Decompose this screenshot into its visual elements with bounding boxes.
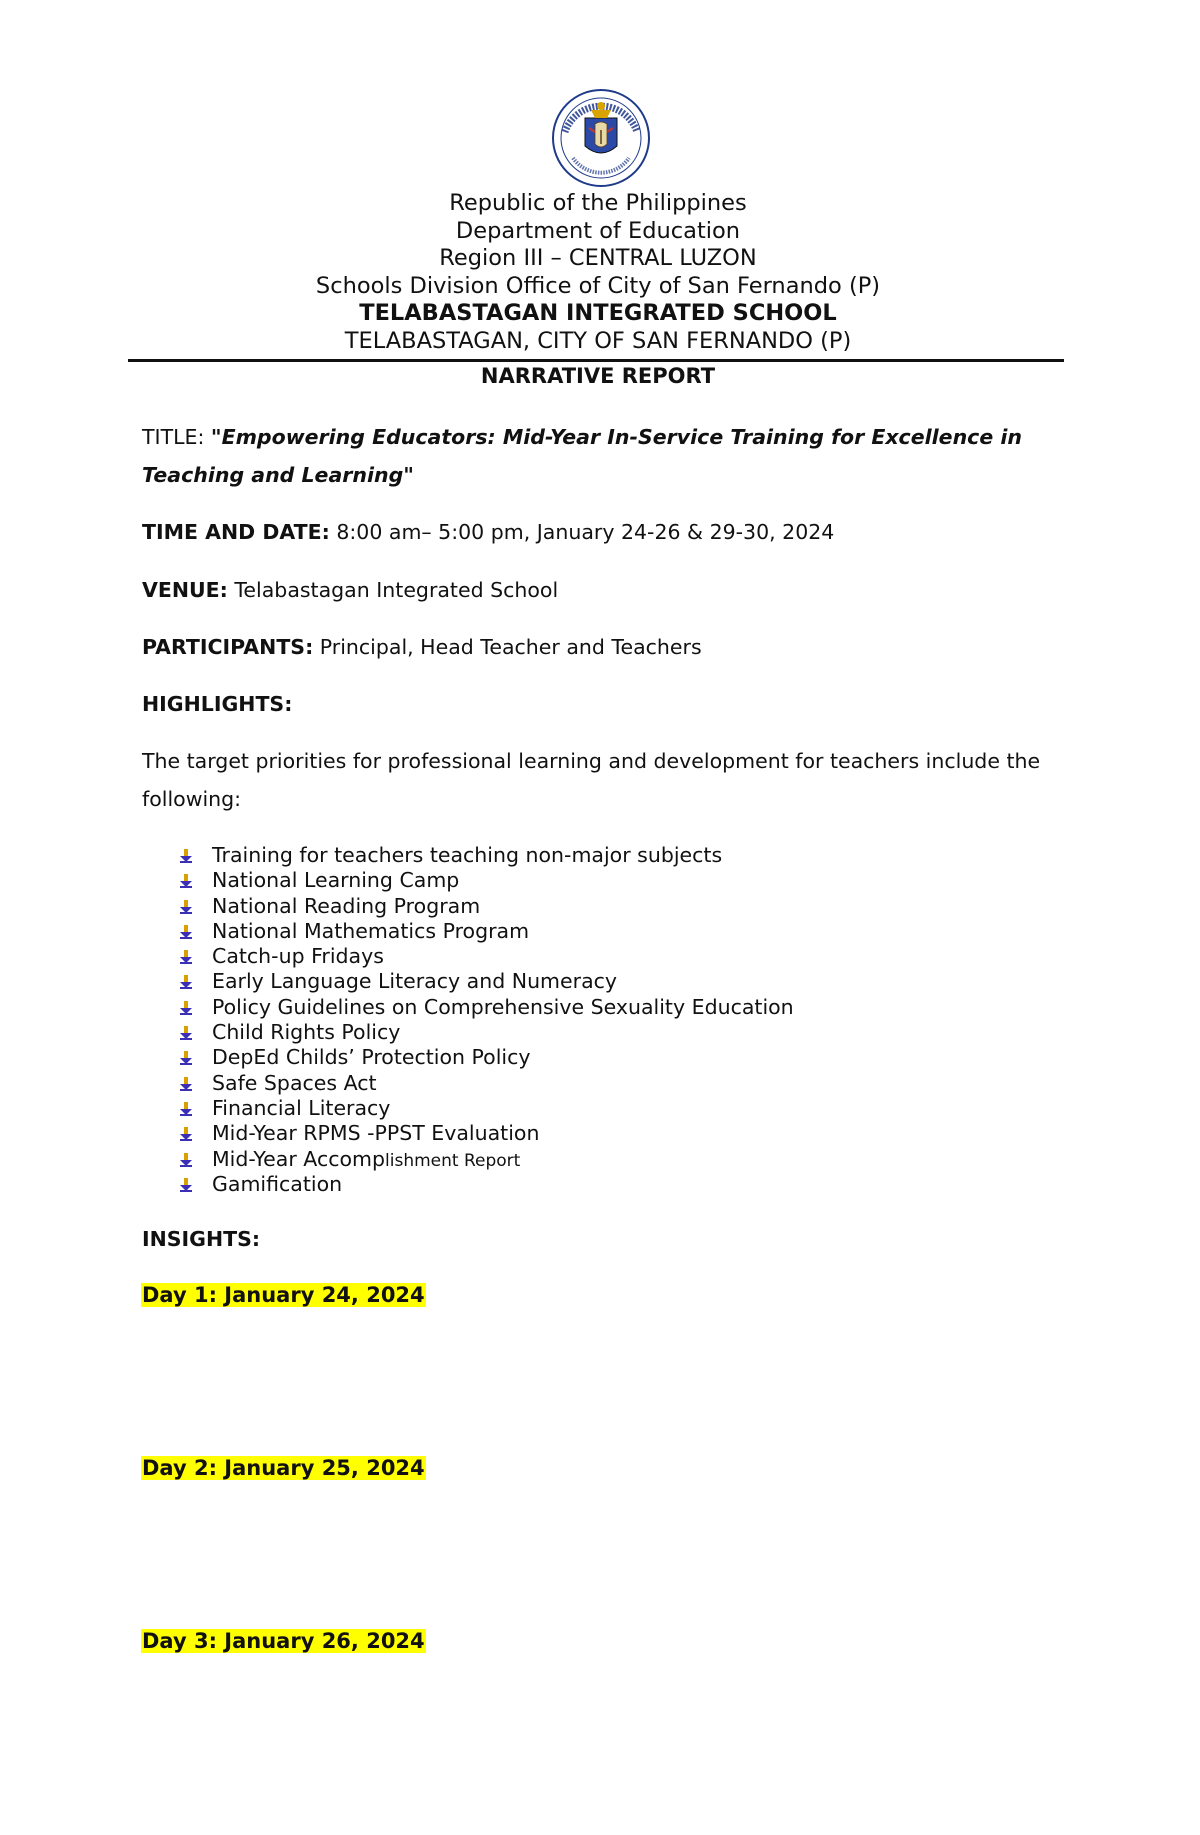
venue-value: Telabastagan Integrated School xyxy=(227,578,559,602)
list-item xyxy=(178,995,794,1020)
deped-seal-icon xyxy=(551,88,651,188)
header-line-department: Department of Education xyxy=(455,217,741,244)
list-item-label-a: Mid-Year Accomp xyxy=(212,1146,386,1171)
arrow-bullet-icon xyxy=(178,848,194,864)
priorities-intro: The target priorities for professional learning and development for teachers include the following: xyxy=(142,749,1041,811)
list-item-label: Early Language Literacy and Numeracy xyxy=(212,969,618,994)
list-item xyxy=(178,1020,794,1045)
title-value: "Empowering Educators: Mid-Year In-Service Training for Excellence in Teaching and Learning" xyxy=(142,425,1022,487)
list-item-label: National Reading Program xyxy=(212,893,481,918)
school-address: TELABASTAGAN, CITY OF SAN FERNANDO (P) xyxy=(344,327,852,354)
list-item-label: Gamification xyxy=(212,1171,343,1196)
list-item-label: Child Rights Policy xyxy=(212,1020,401,1045)
school-name: TELABASTAGAN INTEGRATED SCHOOL xyxy=(359,300,837,326)
header-line-region: Region III – CENTRAL LUZON xyxy=(439,245,757,271)
arrow-bullet-icon xyxy=(178,1177,194,1193)
highlights-heading: HIGHLIGHTS: xyxy=(142,692,293,716)
arrow-bullet-icon xyxy=(178,1050,194,1066)
header-block xyxy=(128,190,1068,355)
arrow-bullet-icon xyxy=(178,899,194,915)
time-date-field xyxy=(142,513,1067,551)
day-3-heading xyxy=(141,1628,426,1654)
header-divider xyxy=(128,359,1064,362)
day-1-label: Day 1: January 24, 2024 xyxy=(142,1283,425,1307)
list-item-label: Catch-up Fridays xyxy=(212,944,384,969)
priorities-list xyxy=(178,843,794,1197)
report-title: NARRATIVE REPORT xyxy=(480,364,716,388)
arrow-bullet-icon xyxy=(178,1126,194,1142)
list-item-label: Training for teachers teaching non-major subjects xyxy=(212,843,723,867)
list-item-label: National Mathematics Program xyxy=(212,918,530,943)
header-line-republic: Republic of the Philippines xyxy=(449,190,747,216)
list-item-label: Safe Spaces Act xyxy=(212,1070,377,1095)
arrow-bullet-icon xyxy=(178,1152,194,1168)
list-item xyxy=(178,919,794,944)
arrow-bullet-icon xyxy=(178,974,194,990)
list-item xyxy=(178,944,794,969)
list-item xyxy=(178,969,794,994)
list-item-label: National Learning Camp xyxy=(212,868,460,893)
list-item xyxy=(178,868,794,893)
list-item xyxy=(178,843,794,868)
participants-field xyxy=(142,628,1067,666)
arrow-bullet-icon xyxy=(178,1025,194,1041)
arrow-bullet-icon xyxy=(178,1000,194,1016)
time-date-value: 8:00 am– 5:00 pm, January 24-26 & 29-30, 2024 xyxy=(329,520,835,544)
list-item-label: Mid-Year RPMS -PPST Evaluation xyxy=(212,1121,540,1146)
header-line-division: Schools Division Office of City of San Fernando (P) xyxy=(315,272,881,299)
list-item xyxy=(178,1071,794,1096)
venue-label: VENUE: xyxy=(142,578,228,602)
list-item xyxy=(178,1172,794,1197)
arrow-bullet-icon xyxy=(178,949,194,965)
title-label: TITLE: xyxy=(142,425,211,449)
arrow-bullet-icon xyxy=(178,873,194,889)
arrow-bullet-icon xyxy=(178,1101,194,1117)
list-item xyxy=(178,1147,794,1172)
list-item xyxy=(178,894,794,919)
arrow-bullet-icon xyxy=(178,1076,194,1092)
list-item xyxy=(178,1096,794,1121)
participants-value: Principal, Head Teacher and Teachers xyxy=(313,635,702,659)
list-item-label: Financial Literacy xyxy=(212,1095,391,1120)
arrow-bullet-icon xyxy=(178,924,194,940)
day-1-heading xyxy=(141,1282,426,1308)
day-3-label: Day 3: January 26, 2024 xyxy=(142,1629,425,1653)
list-item-label-b: lishment Report xyxy=(385,1150,521,1171)
venue-field xyxy=(142,571,1067,609)
list-item xyxy=(178,1045,794,1070)
insights-heading: INSIGHTS: xyxy=(142,1227,261,1251)
title-field xyxy=(142,418,1067,494)
day-2-heading xyxy=(141,1455,426,1481)
participants-label: PARTICIPANTS: xyxy=(142,635,314,659)
time-date-label: TIME AND DATE: xyxy=(142,520,330,544)
list-item-label: Policy Guidelines on Comprehensive Sexuality Education xyxy=(212,994,794,1019)
list-item-label: DepEd Childs’ Protection Policy xyxy=(212,1045,531,1070)
day-2-label: Day 2: January 25, 2024 xyxy=(142,1456,425,1480)
list-item xyxy=(178,1121,794,1146)
